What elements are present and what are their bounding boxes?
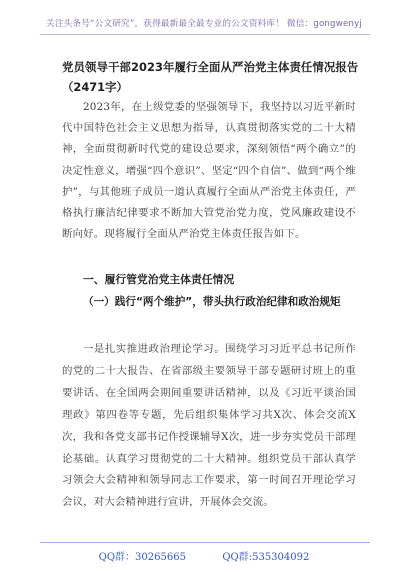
word-count: （2471字） [62,80,128,94]
header-notice: 关注头条号“公文研究”，获得最新最全最专业的公文资料库！ 微信：gongwenyj [46,19,362,29]
paragraph-study: 一是扎实推进政治理论学习。围绕学习习近平总书记所作的党的二十大报告、在省部级主要领导干部专题研讨班上的重要讲话、在全国两会期间重要讲话精神，以及《习近平谈治国理政》第四卷等专题，先后组织集体学习共X次、体会交流X次，我和各党支部书记作授课辅导X次，进一步夯实党员干部理论基础。认真学习贯彻党的二十大精神。组织党员干部认真学习领会大会精神和领导同志工作要求，第一时间召开理论学习会议，对大会精神进行宣讲，开展体会交流。 [62,343,356,509]
subsection-heading: （一）践行“两个维护”，带头执行政治纪律和政治规矩 [83,296,341,308]
footer-qq-group-1: QQ群：30265665 [98,552,186,563]
section-heading: 一、履行管党治党主体责任情况 [83,273,235,286]
footer-divider [40,542,370,543]
footer [0,548,408,563]
footer-qq-group-2: QQ群:535304092 [222,552,310,563]
header-divider [40,34,370,35]
document-title: 党员领导干部2023年履行全面从严治党主体责任情况报告 [62,60,359,74]
paragraph-intro: 2023年，在上级党委的坚强领导下，我坚持以习近平新时代中国特色社会主义思想为指导，认真贯彻落实党的二十大精神，全面贯彻新时代党的建设总要求，深刻领悟“两个确立”的决定性意义，增强“四个意识”、坚定“四个自信”、做到“两个维护”，与其他班子成员一道认真履行全面从严治党主体责任，严格执行廉洁纪律要求不断加大管党治党力度，党风廉政建设不断向好。现将履行全面从严治党主体责任报告如下。 [62,101,356,241]
